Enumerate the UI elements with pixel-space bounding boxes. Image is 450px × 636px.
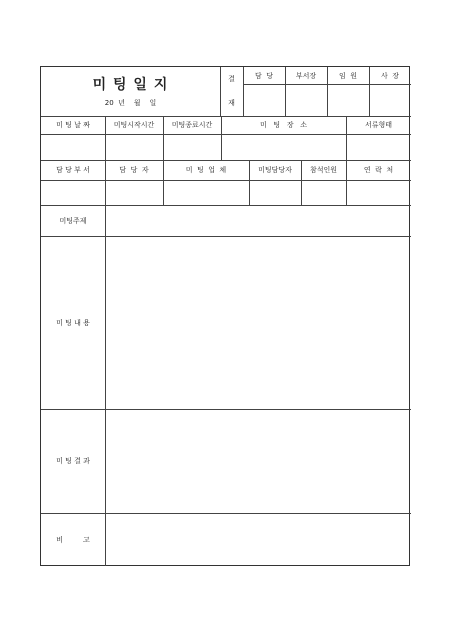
meeting-place-label: 미 팅 장 소 — [259, 121, 308, 129]
meeting-contact-person-label: 미팅담당자 — [258, 166, 292, 174]
approval-label: 결 — [228, 75, 235, 83]
form-title: 미 팅 일 지 — [92, 77, 169, 93]
approver-executive-label: 임 원 — [339, 71, 357, 80]
approver-manager-label: 부서장 — [295, 71, 317, 80]
meeting-log-form — [40, 66, 410, 566]
date-line: 20 년 월 일 — [104, 99, 157, 107]
remarks-label: 비 고 — [56, 535, 90, 544]
meeting-end-time-label: 미팅종료시간 — [171, 121, 213, 129]
department-label: 담 당 부 서 — [56, 166, 90, 174]
meeting-content-label: 미 팅 내 용 — [56, 318, 90, 327]
attendees-label: 참석인원 — [309, 166, 338, 174]
person-in-charge-label: 담 당 자 — [119, 166, 149, 174]
divider — [105, 205, 106, 566]
meeting-date-label: 미 팅 날 짜 — [56, 121, 90, 129]
approver-president-label: 사 장 — [381, 71, 399, 80]
contact-number-label: 연 락 처 — [363, 166, 394, 174]
meeting-company-label: 미 팅 업 체 — [185, 166, 227, 174]
document-type-label: 서류형태 — [364, 121, 393, 129]
meeting-topic-label: 미팅주제 — [59, 216, 87, 225]
meeting-result-label: 미 팅 결 과 — [56, 457, 90, 465]
meeting-start-time-label: 미팅시작시간 — [113, 121, 155, 129]
divider — [41, 134, 411, 135]
approver-staff-label: 담 당 — [255, 71, 273, 80]
approval-label: 재 — [228, 99, 235, 107]
divider — [41, 180, 411, 181]
